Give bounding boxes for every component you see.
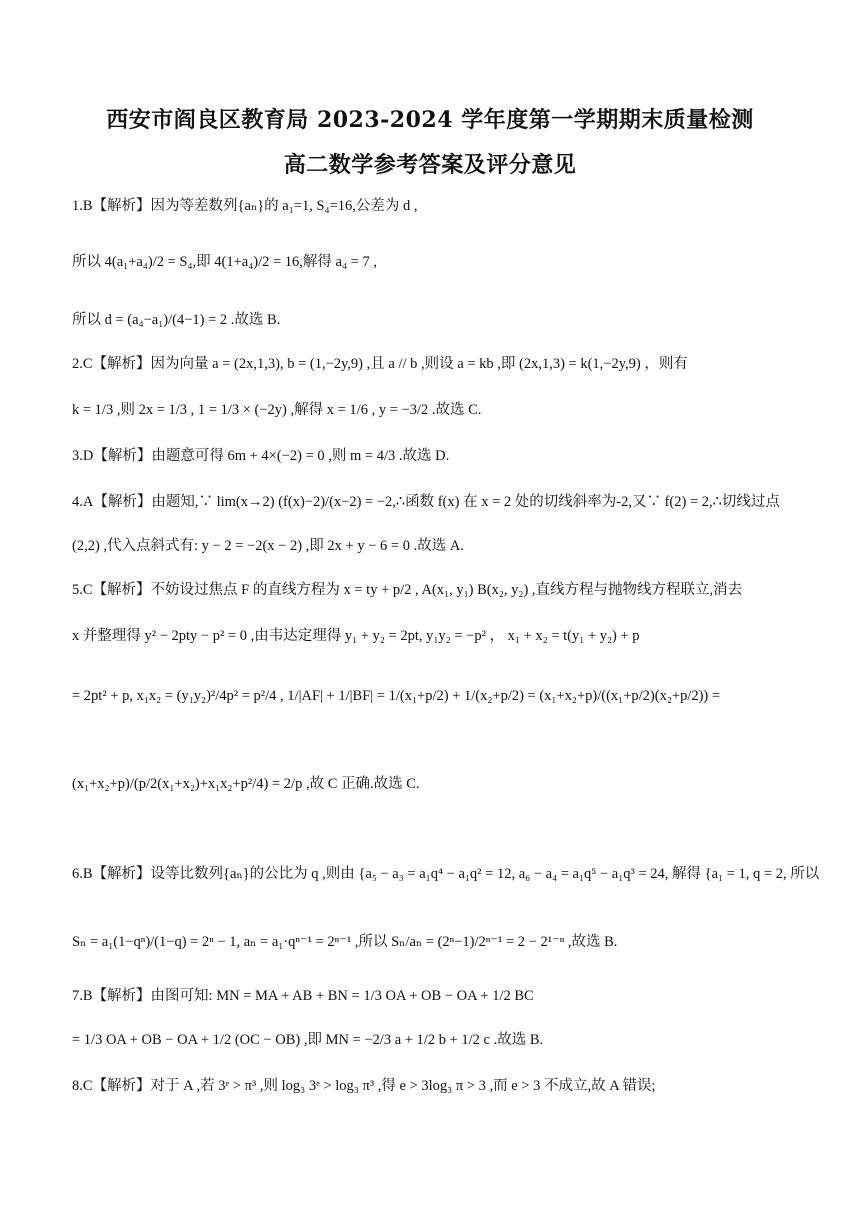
answer-line-10: x 并整理得 y² − 2pty − p² = 0 ,由韦达定理得 y₁ + y₂ = 2pt, y₁y₂ = −p² ， x₁ + x₂ = t(y₁ + y₂) + p [72, 628, 640, 644]
answer-line-17: 8.C【解析】对于 A ,若 3ᵉ > π³ ,则 log₃ 3ᵉ > log₃ π³ ,得 e > 3log₃ π > 3 ,而 e > 3 不成立,故 A 错误; [72, 1078, 656, 1094]
document-title: 西安市阎良区教育局 2023-2024 学年度第一学期期末质量检测 [106, 107, 754, 133]
answer-line-4: 2.C【解析】因为向量 a = (2x,1,3), b = (1,−2y,9) ,且 a // b ,则设 a = kb ,即 (2x,1,3) = k(1,−2y,9) ，则有 [72, 356, 688, 372]
answer-line-8: (2,2) ,代入点斜式有: y − 2 = −2(x − 2) ,即 2x + y − 6 = 0 .故选 A. [72, 538, 464, 554]
answer-line-16: = 1/3 OA + OB − OA + 1/2 (OC − OB) ,即 MN = −2/3 a + 1/2 b + 1/2 c .故选 B. [72, 1032, 544, 1048]
answer-line-5: k = 1/3 ,则 2x = 1/3 , 1 = 1/3 × (−2y) ,解得 x = 1/6 , y = −3/2 .故选 C. [72, 402, 482, 418]
answer-line-13: 6.B【解析】设等比数列{aₙ}的公比为 q ,则由 {a₅ − a₃ = a₁q⁴ − a₁q² = 12, a₆ − a₄ = a₁q⁵ − a₁q³ = 24, 解得 {a₁ = 1, q = 2, 所以 [72, 866, 820, 882]
answer-line-2: 所以 4(a₁+a₄)/2 = S₄,即 4(1+a₄)/2 = 16,解得 a₄ = 7 , [72, 254, 377, 270]
answer-line-6: 3.D【解析】由题意可得 6m + 4×(−2) = 0 ,则 m = 4/3 .故选 D. [72, 448, 450, 464]
answer-line-3: 所以 d = (a₄−a₁)/(4−1) = 2 .故选 B. [72, 312, 281, 328]
answer-line-12: (x₁+x₂+p)/(p/2(x₁+x₂)+x₁x₂+p²/4) = 2/p ,故 C 正确.故选 C. [72, 776, 420, 792]
document-subtitle: 高二数学参考答案及评分意见 [283, 152, 577, 178]
answer-line-14: Sₙ = a₁(1−qⁿ)/(1−q) = 2ⁿ − 1, aₙ = a₁·qⁿ⁻¹ = 2ⁿ⁻¹ ,所以 Sₙ/aₙ = (2ⁿ−1)/2ⁿ⁻¹ = 2 − 2¹⁻ⁿ ,故选 B. [72, 934, 618, 950]
answer-line-15: 7.B【解析】由图可知: MN = MA + AB + BN = 1/3 OA + OB − OA + 1/2 BC [72, 988, 534, 1004]
answer-line-1: 1.B【解析】因为等差数列{aₙ}的 a₁=1, S₄=16,公差为 d , [72, 198, 418, 214]
answer-line-9: 5.C【解析】不妨设过焦点 F 的直线方程为 x = ty + p/2 , A(x₁, y₁) B(x₂, y₂) ,直线方程与抛物线方程联立,消去 [72, 582, 743, 598]
answer-line-7: 4.A【解析】由题知,∵ lim(x→2) (f(x)−2)/(x−2) = −2,∴函数 f(x) 在 x = 2 处的切线斜率为-2,又∵ f(2) = 2,∴切线过点 [72, 494, 780, 510]
answer-line-11: = 2pt² + p, x₁x₂ = (y₁y₂)²/4p² = p²/4 , 1/|AF| + 1/|BF| = 1/(x₁+p/2) + 1/(x₂+p/2) = (x₁+x₂+p)/((x₁+p/2)(x₂+p/2)) = [72, 688, 721, 704]
